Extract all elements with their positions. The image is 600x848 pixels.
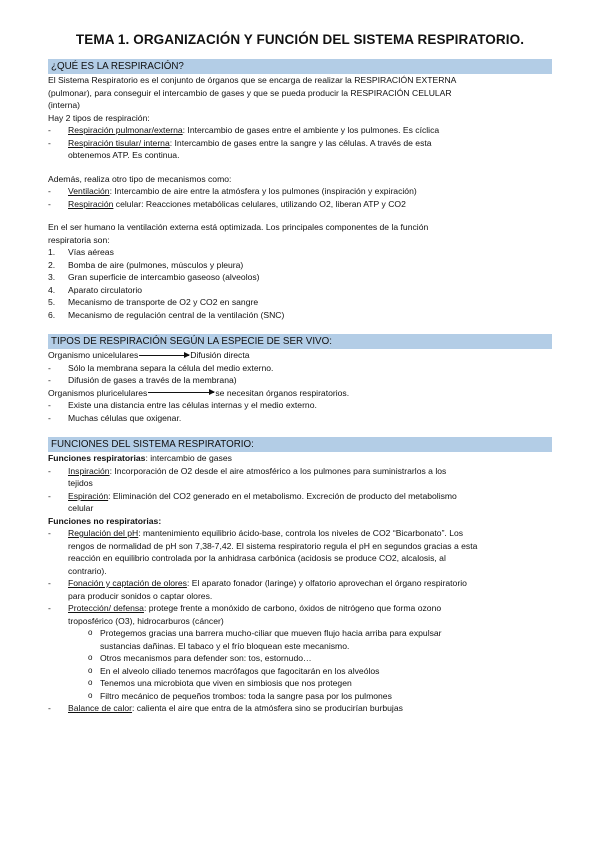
list-item-component: 1. Vías aéreas xyxy=(48,247,114,257)
sublist-item: o Protegemos gracias una barrera mucho-ciliar que mueven flujo hacia arriba para expulsar xyxy=(88,628,442,638)
sublist-item: o Filtro mecánico de pequeños trombos: toda la sangre pasa por los pulmones xyxy=(88,690,392,701)
dash-marker: - xyxy=(48,186,51,196)
list-item-proteccion: - Protección/ defensa: protege frente a monóxido de carbono, óxidos de nitrógeno que forma ozono xyxy=(48,603,442,613)
list-item-ph: - Regulación del pH: mantenimiento equilibrio ácido-base, controla los niveles de CO2 “Bicarbonato”. Los xyxy=(48,528,464,538)
sublist-item: o Tenemos una microbiota que viven en simbiosis que nos protegen xyxy=(88,678,352,688)
intro-line-2: (pulmonar), para conseguir el intercambio de gases y que se pueda producir la RESPIRACIÓN CELULAR xyxy=(48,87,452,98)
mechanisms-intro: Además, realiza otro tipo de mecanismos como: xyxy=(48,173,232,184)
unicellular-row xyxy=(48,349,552,362)
pluricellular-result: se necesitan órganos respiratorios. xyxy=(215,387,350,398)
list-item-resp-pulmonar xyxy=(48,124,552,137)
components-intro-1: En el ser humano la ventilación externa está optimizada. Los principales componentes de la función xyxy=(48,222,429,232)
text-resp-tisular-cont: obtenemos ATP. Es continua. xyxy=(68,150,180,160)
list-item-calor: - Balance de calor: calienta el aire que entra de la atmósfera sino se producirían burbujas xyxy=(48,703,403,713)
types-intro: Hay 2 tipos de respiración: xyxy=(48,112,150,123)
list-item-pluricellular: - Muchas células que oxigenar. xyxy=(48,412,182,423)
text-resp-celular: celular: Reacciones metabólicas celulares, utilizando O2, liberan ATP y CO2 xyxy=(113,198,406,209)
right-arrow-icon xyxy=(148,392,214,393)
right-arrow-icon xyxy=(139,355,189,356)
list-item-ph-cont: contrario). xyxy=(68,565,107,576)
list-item-component: 4. Aparato circulatorio xyxy=(48,284,143,295)
list-item-unicellular: - Sólo la membrana separa la célula del medio externo. xyxy=(48,362,274,373)
pluricellular-label: Organismos pluricelulares xyxy=(48,387,148,398)
section-heading-respiracion: ¿QUÉ ES LA RESPIRACIÓN? xyxy=(48,59,552,74)
term-ventilacion: Ventilación xyxy=(68,186,110,196)
sublist-item: o Otros mecanismos para defender son: tos, estornudo… xyxy=(88,653,312,663)
list-item-unicellular: - Difusión de gases a través de la membrana) xyxy=(48,375,237,385)
list-item-espiracion-cont: celular xyxy=(68,503,94,513)
term-resp-tisular: Respiración tisular/ interna xyxy=(68,137,170,148)
dash-marker: - xyxy=(48,125,51,135)
sublist-item-cont: sustancias dañinas. El tabaco y el frío bloquean este mecanismo. xyxy=(100,640,350,651)
list-item-ph-cont: reacción en equilibrio controlada por la anhidrasa carbónica (acidosis se produce CO2, alcalosis, al xyxy=(68,553,446,563)
list-item-espiracion: - Espiración: Eliminación del CO2 generado en el metabolismo. Excreción de producto del metabolismo xyxy=(48,490,457,501)
list-item-ph-cont: rengos de normalidad de pH son 7,38-7,42. El sistema respiratorio regula el pH en segundos gracias a esta xyxy=(68,540,478,551)
list-item-pluricellular: - Existe una distancia entre las células internas y el medio externo. xyxy=(48,400,317,410)
sublist-item: o En el alveolo ciliado tenemos macrófagos que fagocitarán en los alveólos xyxy=(88,665,380,676)
unicellular-result: Difusión directa xyxy=(190,350,250,360)
text-resp-pulmonar: : Intercambio de gases entre el ambiente y los pulmones. Es cíclica xyxy=(182,125,440,135)
unicellular-label: Organismo unicelulares xyxy=(48,350,139,360)
list-item-resp-celular xyxy=(48,198,552,211)
dash-marker: - xyxy=(48,137,51,148)
pluricellular-row xyxy=(48,387,552,400)
list-item-fonacion: - Fonación y captación de olores: El aparato fonador (laringe) y olfatorio aprovechan el órgano respiratorio xyxy=(48,578,467,588)
dash-marker: - xyxy=(48,198,51,209)
components-intro-2: respiratoria son: xyxy=(48,234,110,245)
list-item-inspiracion: - Inspiración: Incorporación de O2 desde el aire atmosférico a los pulmones para suministrarlos a los xyxy=(48,465,447,476)
list-item-proteccion-cont: troposférico (O3), hidrocarburos (cáncer) xyxy=(68,615,224,626)
term-resp-celular: Respiración xyxy=(68,198,114,209)
list-item-inspiracion-cont: tejidos xyxy=(68,478,93,488)
section-heading-funciones: FUNCIONES DEL SISTEMA RESPIRATORIO: xyxy=(48,437,552,452)
list-item-resp-tisular-cont xyxy=(48,149,552,162)
list-item-component: 5. Mecanismo de transporte de O2 y CO2 en sangre xyxy=(48,297,259,307)
section-heading-tipos: TIPOS DE RESPIRACIÓN SEGÚN LA ESPECIE DE SER VIVO: xyxy=(48,334,552,349)
list-item-component: 3. Gran superficie de intercambio gaseoso (alveolos) xyxy=(48,272,260,282)
list-item-resp-tisular xyxy=(48,137,552,150)
list-item-component: 2. Bomba de aire (pulmones, músculos y pleura) xyxy=(48,259,244,270)
page-title: TEMA 1. ORGANIZACIÓN Y FUNCIÓN DEL SISTEMA RESPIRATORIO. xyxy=(75,32,525,47)
list-item-component: 6. Mecanismo de regulación central de la ventilación (SNC) xyxy=(48,309,285,320)
nonresp-functions-label: Funciones no respiratorias: xyxy=(48,515,162,526)
text-ventilacion: : Intercambio de aire entre la atmósfera y los pulmones (inspiración y expiración) xyxy=(109,186,417,196)
intro-line-1: El Sistema Respiratorio es el conjunto de órganos que se encarga de realizar la RESPIRACIÓN EXTERNA xyxy=(48,75,457,85)
list-item-ventilacion xyxy=(48,185,552,198)
intro-line-3: (interna) xyxy=(48,100,80,110)
text-resp-tisular: : Intercambio de gases entre la sangre y las células. A través de esta xyxy=(169,137,432,148)
term-resp-pulmonar: Respiración pulmonar/externa xyxy=(68,125,183,135)
list-item-fonacion-cont: para producir sonidos o captar olores. xyxy=(68,590,213,601)
resp-functions-label: Funciones respiratorias: intercambio de gases xyxy=(48,453,232,463)
